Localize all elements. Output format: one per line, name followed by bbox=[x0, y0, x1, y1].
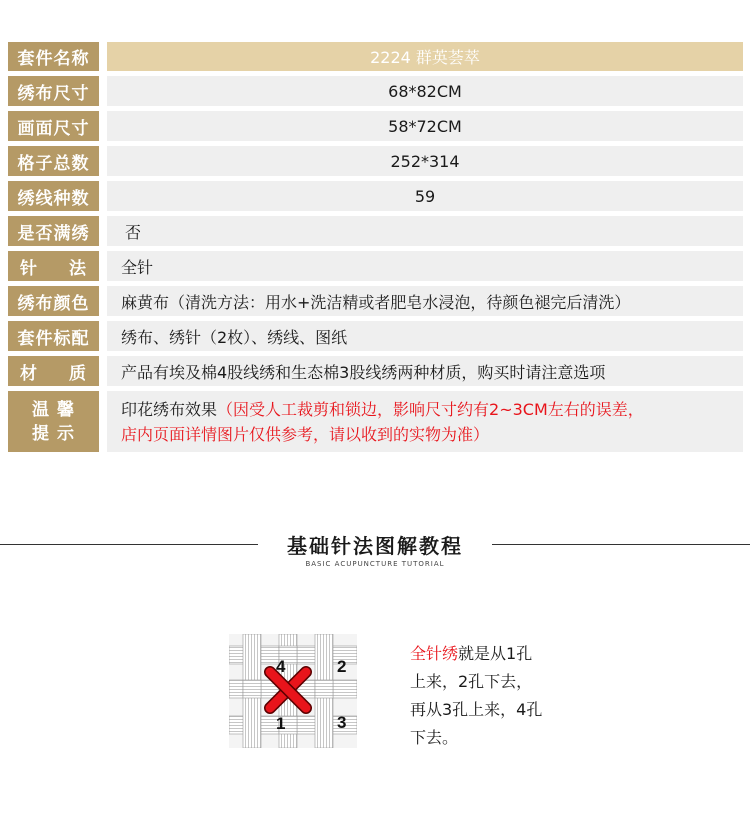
spec-value: 252*314 bbox=[107, 146, 743, 176]
spec-label: 绣线种数 bbox=[8, 181, 99, 211]
notice-label-line: 提 示 bbox=[32, 423, 75, 444]
spec-value: 59 bbox=[107, 181, 743, 211]
spec-row-notice bbox=[8, 391, 743, 452]
description-text: 下去。 bbox=[410, 728, 459, 747]
cross-stitch-diagram bbox=[229, 634, 357, 748]
tutorial-section-header bbox=[0, 530, 750, 570]
spec-row-thread-count bbox=[8, 181, 743, 211]
spec-label bbox=[8, 356, 99, 386]
notice-warning: 店内页面详情图片仅供参考，请以收到的实物为准） bbox=[121, 425, 490, 444]
spec-row-material bbox=[8, 356, 743, 386]
spec-row-kit-name bbox=[8, 42, 743, 71]
spec-label-char: 材 bbox=[20, 363, 38, 384]
spec-row-fabric-size bbox=[8, 76, 743, 106]
spec-row-full-stitch bbox=[8, 216, 743, 246]
spec-label-char: 法 bbox=[69, 258, 87, 279]
spec-value: 68*82CM bbox=[107, 76, 743, 106]
spec-row-image-size bbox=[8, 111, 743, 141]
notice-prefix: 印花绣布效果 bbox=[121, 400, 218, 419]
stitch-description bbox=[410, 640, 560, 752]
canvas-weave-illustration bbox=[229, 634, 357, 748]
spec-label-char: 质 bbox=[69, 363, 87, 384]
notice-text bbox=[107, 391, 743, 452]
spec-row-grid-count bbox=[8, 146, 743, 176]
notice-label-line: 温 馨 bbox=[32, 399, 75, 420]
spec-label: 绣布颜色 bbox=[8, 286, 99, 316]
spec-label: 格子总数 bbox=[8, 146, 99, 176]
spec-label: 套件标配 bbox=[8, 321, 99, 351]
spec-value: 否 bbox=[107, 216, 743, 246]
spec-label: 画面尺寸 bbox=[8, 111, 99, 141]
spec-row-stitch-method bbox=[8, 251, 743, 281]
spec-label-char: 针 bbox=[20, 258, 38, 279]
spec-value: 麻黄布（清洗方法：用水+洗洁精或者肥皂水浸泡，待颜色褪完后清洗） bbox=[107, 286, 743, 316]
notice-label bbox=[8, 391, 99, 452]
spec-label: 套件名称 bbox=[8, 42, 99, 71]
spec-value: 2224 群英荟萃 bbox=[107, 42, 743, 71]
spec-value: 产品有埃及棉4股线绣和生态棉3股线绣两种材质，购买时请注意选项 bbox=[107, 356, 743, 386]
spec-value: 58*72CM bbox=[107, 111, 743, 141]
spec-table bbox=[8, 42, 743, 457]
spec-value: 全针 bbox=[107, 251, 743, 281]
description-text: 再从3孔上来，4孔 bbox=[410, 700, 543, 719]
description-text: 就是从1孔 bbox=[458, 644, 533, 663]
spec-value: 绣布、绣针（2枚）、绣线、图纸 bbox=[107, 321, 743, 351]
spec-label: 是否满绣 bbox=[8, 216, 99, 246]
notice-warning: （因受人工裁剪和锁边，影响尺寸约有2~3CM左右的误差， bbox=[217, 400, 644, 419]
stitch-term: 全针绣 bbox=[410, 644, 459, 663]
hole-label-1: 1 bbox=[276, 714, 286, 733]
tutorial-title: 基础针法图解教程 bbox=[287, 534, 463, 558]
spec-row-fabric-color bbox=[8, 286, 743, 316]
spec-row-kit-contents bbox=[8, 321, 743, 351]
hole-label-2: 2 bbox=[337, 657, 347, 676]
spec-label: 绣布尺寸 bbox=[8, 76, 99, 106]
tutorial-subtitle: BASIC ACUPUNCTURE TUTORIAL bbox=[305, 560, 445, 568]
description-text: 上来，2孔下去， bbox=[410, 672, 533, 691]
spec-label bbox=[8, 251, 99, 281]
hole-label-3: 3 bbox=[337, 713, 347, 732]
divider bbox=[492, 544, 750, 545]
hole-label-4: 4 bbox=[276, 657, 286, 676]
